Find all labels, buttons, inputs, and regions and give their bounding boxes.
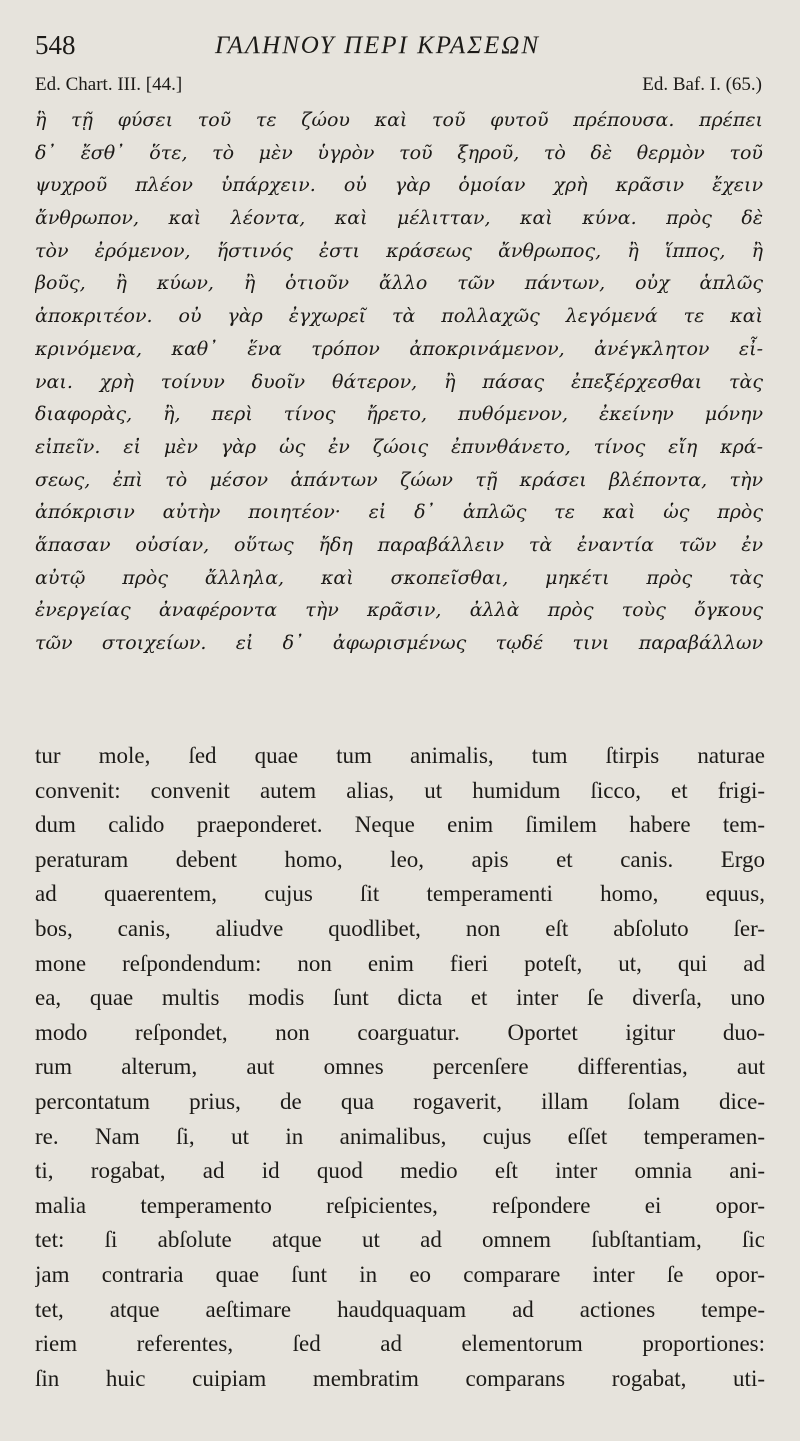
latin-text-line: percontatum prius, de qua rogaverit, illam ſolam dice- [35,1088,765,1114]
greek-text-line: ψυχροῦ πλέον ὑπάρχειν. οὐ γὰρ ὁμοίαν χρὴ κρᾶσιν ἔχειν [35,174,763,197]
latin-text-line: re. Nam ſi, ut in animalibus, cujus eſſet temperamen- [35,1123,765,1149]
greek-text-line: τὸν ἐρόμενον, ἥστινός ἐστι κράσεως ἄνθρωπος, ἢ ἵππος, ἢ [35,239,763,262]
latin-text-line: jam contraria quae ſunt in eo comparare inter ſe opor- [35,1261,765,1287]
running-title: ΓΑΛΗΝΟΥ ΠΕΡΙ ΚΡΑΣΕΩΝ [215,32,541,59]
greek-text-line: διαφορὰς, ἢ, περὶ τίνος ἤρετο, πυθόμενον, ἐκείνην μόνην [35,403,763,426]
greek-text-line: ἀποκριτέον. οὐ γὰρ ἐγχωρεῖ τὰ πολλαχῶς λεγόμενά τε καὶ [35,305,763,328]
latin-text-line: tet, atque aeſtimare haudquaquam ad actiones tempe- [35,1296,765,1322]
greek-text-line: βοῦς, ἢ κύων, ἢ ὁτιοῦν ἄλλο τῶν πάντων, οὐχ ἁπλῶς [35,272,763,295]
latin-text-line: tur mole, ſed quae tum animalis, tum ſtirpis naturae [35,743,765,768]
latin-text-line: convenit: convenit autem alias, ut humidum ſicco, et frigi- [35,777,765,803]
edition-basel-reference: Ed. Baf. I. (65.) [642,74,762,95]
latin-text-line: malia temperamento reſpicientes, reſpondere ei opor- [35,1192,765,1218]
latin-text-line: rum alterum, aut omnes percenſere differentias, aut [35,1054,765,1080]
greek-text-line: ἐνεργείας ἀναφέροντα τὴν κρᾶσιν, ἀλλὰ πρὸς τοὺς ὄγκους [35,599,763,622]
latin-text-line: ti, rogabat, ad id quod medio eſt inter omnia ani- [35,1158,765,1184]
latin-text-line: bos, canis, aliudve quodlibet, non eſt abſoluto ſer- [35,915,765,941]
greek-text-block [35,104,763,660]
latin-text-line: tet: ſi abſolute atque ut ad omnem ſubſtantiam, ſic [35,1227,765,1253]
latin-text-line: ſin huic cuipiam membratim comparans rogabat, uti- [35,1365,765,1391]
greek-text-line: τῶν στοιχείων. εἰ δ᾽ ἀφωρισμένως τῳδέ τινι παραβάλλων [35,632,763,654]
greek-text-line: ἣ τῇ φύσει τοῦ τε ζώου καὶ τοῦ φυτοῦ πρέπουσα. πρέπει [35,109,763,131]
edition-chart-reference: Ed. Chart. III. [44.] [35,74,183,95]
running-head [35,30,760,64]
page-number: 548 [35,30,76,60]
latin-text-line: dum calido praeponderet. Neque enim ſimilem habere tem- [35,812,765,838]
latin-text-line: peraturam debent homo, leo, apis et canis. Ergo [35,846,765,872]
greek-text-line: αὐτῷ πρὸς ἄλληλα, καὶ σκοπεῖσθαι, μηκέτι πρὸς τὰς [35,566,763,589]
greek-text-line: σεως, ἐπὶ τὸ μέσον ἁπάντων ζώων τῇ κράσει βλέποντα, τὴν [35,468,763,491]
latin-text-line: modo reſpondet, non coarguatur. Oportet igitur duo- [35,1019,765,1045]
greek-text-line: δ᾽ ἔσθ᾽ ὅτε, τὸ μὲν ὑγρὸν τοῦ ξηροῦ, τὸ δὲ θερμὸν τοῦ [35,141,763,164]
latin-text-line: ea, quae multis modis ſunt dicta et inter ſe diverſa, uno [35,985,765,1011]
latin-text-line: mone reſpondendum: non enim fieri poteſt, ut, qui ad [35,950,765,976]
greek-text-line: ναι. χρὴ τοίνυν δυοῖν θάτερον, ἢ πάσας ἐπεξέρχεσθαι τὰς [35,370,763,393]
greek-text-line: κρινόμενα, καθ᾽ ἕνα τρόπον ἀποκρινάμενον, ἀνέγκλητον εἶ- [35,337,763,360]
latin-text-line: riem referentes, ſed ad elementorum proportiones: [35,1331,765,1357]
greek-text-line: ἅπασαν οὐσίαν, οὕτως ἤδη παραβάλλειν τὰ ἐναντία τῶν ἐν [35,533,763,556]
latin-translation-block [35,739,765,1396]
greek-text-line: εἰπεῖν. εἰ μὲν γὰρ ὡς ἐν ζώοις ἐπυνθάνετο, τίνος εἴη κρά- [35,435,763,458]
edition-references [35,74,762,98]
greek-text-line: ἄνθρωπον, καὶ λέοντα, καὶ μέλιτταν, καὶ κύνα. πρὸς δὲ [35,207,763,230]
latin-text-line: ad quaerentem, cujus ſit temperamenti homo, equus, [35,881,765,907]
greek-text-line: ἀπόκρισιν αὐτὴν ποιητέον· εἰ δ᾽ ἁπλῶς τε καὶ ὡς πρὸς [35,501,763,524]
